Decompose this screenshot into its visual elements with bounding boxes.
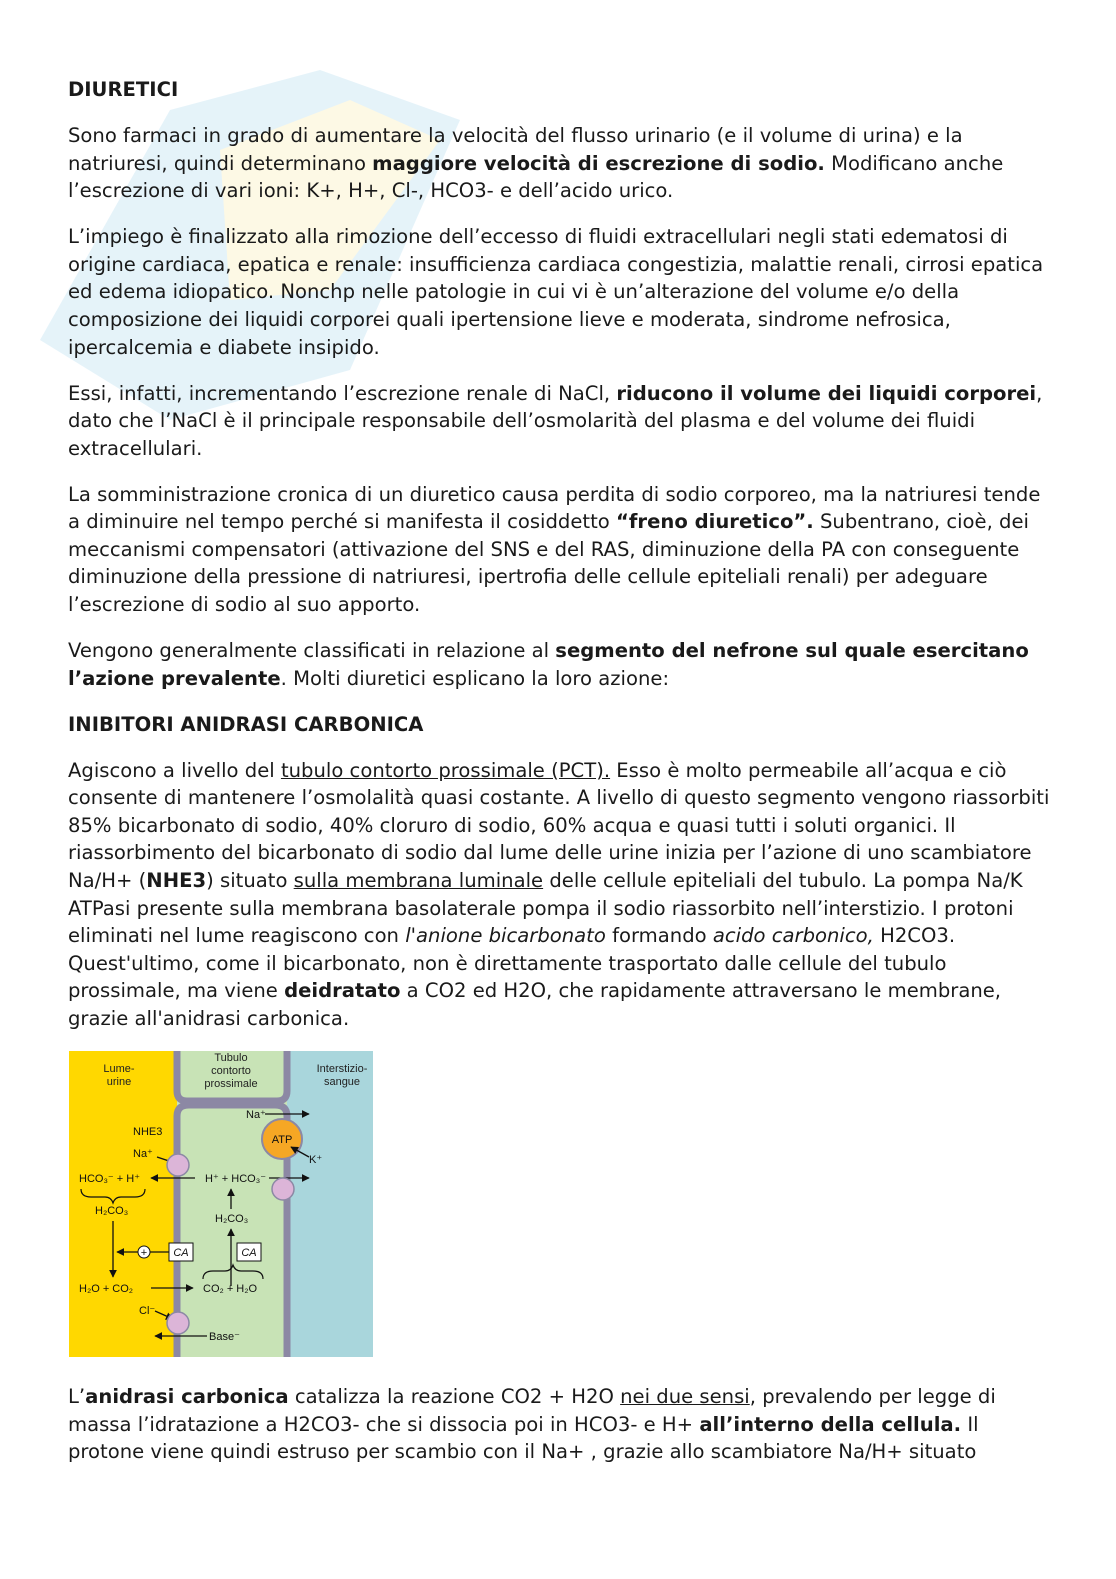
- bold-text: segmento del nefrone sul quale esercitano l’azione prevalente: [68, 639, 1029, 690]
- text: La somministrazione cronica di un diuretico causa perdita di sodio corporeo, ma la natriuresi tende a diminuire nel tempo perché si manifesta il cosiddetto: [68, 482, 1041, 534]
- diagram-svg: [69, 1051, 373, 1357]
- bold-text: “freno diuretico”.: [616, 510, 814, 534]
- text: Esso è molto permeabile all’acqua e ciò consente di mantenere l’osmolalità quasi costante. A livello di questo segmento vengono riassorbiti 85% bicarbonato di sodio, 40% cloruro di sodio, 60% acqua e quasi tutti i soluti organici. Il riassorbimento del bicarbonato di sodio dal lume delle urine inizia per l’azione di uno scambiatore Na/H+ (: [68, 758, 1050, 892]
- text: Il protone viene quindi estruso per scambio con il Na+ , grazie allo scambiatore Na/H+ situato: [68, 1412, 979, 1464]
- lumen-label: urine: [106, 1075, 132, 1088]
- text: Agiscono a livello del: [68, 758, 281, 782]
- mechanism-paragraph: [68, 757, 1053, 1033]
- lumen-label: Lume-: [103, 1062, 135, 1075]
- bold-text: deidratato: [284, 979, 401, 1003]
- nhe3-transporter: [167, 1154, 189, 1176]
- basolateral-transporter: [272, 1178, 294, 1200]
- text: Vengono generalmente classificati in relazione al: [68, 639, 556, 663]
- hco3-h-lumen-label: HCO₃⁻ + H⁺: [79, 1172, 141, 1185]
- section-heading: INIBITORI ANIDRASI CARBONICA: [68, 712, 424, 736]
- text: ) situato: [206, 868, 294, 892]
- bold-text: all’interno della cellula.: [699, 1412, 962, 1436]
- ca-cell-label: CA: [241, 1246, 257, 1259]
- text: Sono farmaci in grado di aumentare la velocità del flusso urinario (e il volume di urina) e la natriuresi, quindi determinano: [68, 123, 963, 175]
- bold-text: riducono il volume dei liquidi corporei: [616, 381, 1037, 405]
- h2co3-lumen-label: H₂CO₃: [95, 1204, 129, 1217]
- text: Modificano anche l’escrezione di vari ioni: K+, H+, Cl-, HCO3- e dell’acido urico.: [68, 151, 1004, 203]
- na-label: Na⁺: [246, 1108, 266, 1121]
- bold-text: NHE3: [146, 868, 207, 892]
- lumen-region: [69, 1051, 181, 1357]
- cell-label: contorto: [211, 1064, 251, 1077]
- text: Essi, infatti, incrementando l’escrezione renale di NaCl,: [68, 381, 617, 405]
- cell-label: Tubulo: [214, 1051, 248, 1064]
- base-label: Base⁻: [209, 1330, 240, 1343]
- interstitium-label: Interstizio-: [316, 1062, 368, 1075]
- ca-lumen-label: CA: [173, 1246, 189, 1259]
- underlined-text: nei due sensi: [620, 1384, 750, 1408]
- text: L’: [68, 1384, 86, 1408]
- interstitium-label: sangue: [323, 1075, 361, 1088]
- underlined-text: tubulo contorto prossimale (PCT).: [280, 758, 611, 782]
- cl-label: Cl⁻: [139, 1304, 156, 1317]
- h2o-co2-lumen-label: H₂O + CO₂: [79, 1282, 134, 1295]
- cell-label: prossimale: [204, 1077, 258, 1090]
- bold-text: maggiore velocità di escrezione di sodio.: [372, 151, 825, 175]
- atp-label: ATP: [271, 1133, 293, 1146]
- text: H2CO3. Quest'ultimo, come il bicarbonato, non è direttamente trasportato dalle cellule del tubulo prossimale, ma viene: [68, 924, 956, 1003]
- text: catalizza la reazione CO2 + H2O: [288, 1384, 621, 1408]
- document-title: DIURETICI: [68, 78, 179, 101]
- text: a CO2 ed H2O, che rapidamente attraversano le membrane, grazie all'anidrasi carbonica.: [68, 979, 1002, 1030]
- h2co3-cell-label: H₂CO₃: [215, 1212, 249, 1225]
- plus-label: +: [140, 1246, 148, 1259]
- cl-base-exchanger: [167, 1312, 189, 1334]
- intro-paragraph: [68, 122, 1053, 205]
- k-label: K⁺: [309, 1153, 323, 1166]
- na-label: Na⁺: [133, 1147, 153, 1160]
- effect-paragraph: [68, 380, 1053, 463]
- bold-text: anidrasi carbonica: [85, 1384, 289, 1408]
- text: formando: [605, 924, 713, 948]
- h-hco3-cell-label: H⁺ + HCO₃⁻: [205, 1172, 267, 1185]
- tubule-diagram: [69, 1051, 373, 1357]
- chronic-paragraph: [68, 481, 1053, 619]
- italic-text: acido carbonico,: [712, 924, 874, 948]
- cell-region: [177, 1051, 287, 1357]
- anhydrase-paragraph: [68, 1383, 1053, 1466]
- interstitium-region: [283, 1051, 373, 1357]
- italic-text: l'anione bicarbonato: [405, 924, 606, 948]
- text: , dato che l’NaCl è il principale responsabile dell’osmolarità del plasma e del volume dei fluidi extracellulari.: [68, 381, 1043, 460]
- document-page: [68, 76, 1053, 1484]
- co2-h2o-cell-label: CO₂ + H₂O: [203, 1282, 258, 1295]
- classification-paragraph: [68, 637, 1053, 692]
- text: , prevalendo per legge di massa l’idratazione a H2CO3- che si dissocia poi in HCO3- e H+: [68, 1384, 996, 1436]
- usage-paragraph: L’impiego è finalizzato alla rimozione dell’eccesso di fluidi extracellulari negli stati edematosi di origine cardiaca, epatica e renale: insufficienza cardiaca congestizia, malattie renali, cirrosi epatica ed edema idiopatico. Nonchp nelle patologie in cui vi è un’alterazione del volume e/o della composizione dei liquidi corporei quali ipertensione lieve e moderata, sindrome nefrosica, ipercalcemia e diabete insipido.: [68, 225, 1044, 359]
- nhe3-label: NHE3: [133, 1125, 163, 1138]
- text: delle cellule epiteliali del tubulo. La pompa Na/K ATPasi presente sulla membrana basolaterale pompa il sodio riassorbito nell’interstizio. I protoni eliminati nel lume reagiscono con: [68, 868, 1023, 948]
- text: . Molti diuretici esplicano la loro azione:: [280, 666, 670, 690]
- text: Subentrano, cioè, dei meccanismi compensatori (attivazione del SNS e del RAS, diminuzione della PA con conseguente diminuzione della pressione di natriuresi, ipertrofia delle cellule epiteliali renali) per adeguare l’escrezione di sodio al suo apporto.: [68, 510, 1029, 617]
- underlined-text: sulla membrana luminale: [293, 868, 544, 892]
